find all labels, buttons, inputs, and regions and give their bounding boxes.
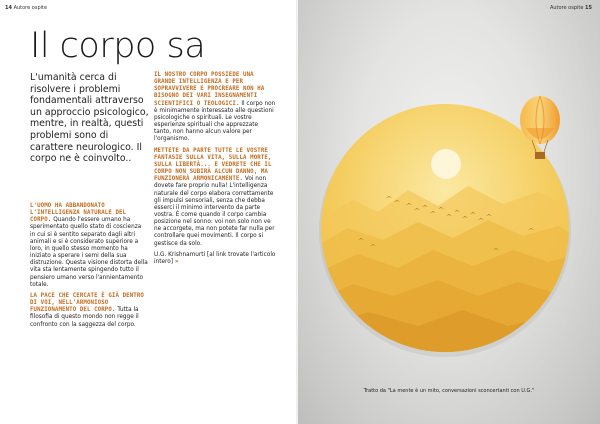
paragraph-2 (30, 293, 148, 329)
author-credit-text: U.G. Krishnamurti [al link trovate l'articolo intero] (154, 251, 276, 265)
paragraph-3-heading: IL NOSTRO CORPO POSSIEDE UNA GRANDE INTELLIGENZA E PER SOPRAVVIVERE E PROCREARE NON HA BISOGNO DEI VARI INSEGNAMENTI SCIENTIFICI O TEOLOGICI. (154, 72, 265, 107)
author-credit (154, 252, 276, 266)
left-page-number: 14 (5, 5, 12, 11)
paragraph-4-heading: METTETE DA PARTE TUTTE LE VOSTRE FANTASIE SULLA VITA, SULLA MORTE, SULLA LIBERTÀ... E VEDRETE CHE IL CORPO NON SUBIRÀ ALCUN DANNO, MA FUNZIONERÀ ARMONICAMENTE. (154, 147, 272, 183)
paragraph-4-body: Voi non dovete fare proprio nulla! L'intelligenza naturale del corpo elabora correttamente gli impulsi sensoriali, senza che debba esserci il minimo intervento da parte vostra. È come quando il corpo cambia posizione nel sonno: voi non solo non ve ne accorgete, ma non potete far nulla per controllare quei movimenti. Il corpo si gestisce da solo. (154, 176, 275, 247)
paragraph-3-body: Il corpo non è minimamente interessato alle questioni psicologiche o spirituali. Le vostre esperienze spirituali che apprezzate tanto, non hanno alcun valore per l'organismo. (154, 100, 276, 143)
left-page-section: Autore ospite (13, 5, 48, 11)
paragraph-2-body: Tutta la filosofia di questo mondo non regge il confronto con la saggezza del corpo. (30, 307, 139, 328)
left-page (0, 0, 298, 424)
right-page-number: 15 (585, 5, 592, 11)
right-page-section: Autore ospite (549, 5, 584, 11)
hills-group (318, 186, 578, 360)
article-link[interactable]: » (174, 258, 179, 265)
sun-icon (431, 149, 461, 179)
article-intro: L'umanità cerca di risolvere i problemi fondamentali attraverso un approccio psicologico, mentre, in realtà, questi problemi sono di carattere neurologico. Il corpo ne è coinvolto.. (30, 72, 149, 165)
paragraph-1-body: Quando l'essere umano ha sperimentato quello stato di coscienza in cui si è sentito separato dagli altri animali e si è considerato superiore a loro, in quello stesso momento ha iniziato a sperare i semi della sua distruzione. Questa visione distorta della vita sta lentamente spingendo tutto il pensiero umano verso l'annientamento totale. (30, 217, 148, 288)
paragraph-3 (154, 72, 276, 144)
right-page (298, 0, 600, 424)
paragraph-1-heading: L'UOMO HA ABBANDONATO L'INTELLIGENZA NATURALE DEL CORPO. (30, 203, 127, 224)
image-caption: Tratto da "La mente è un mito, conversazioni sconcertanti con U.G." (363, 388, 535, 394)
paragraph-1 (30, 203, 148, 289)
article-title: Il corpo sa (30, 26, 206, 66)
text-column-left (30, 203, 148, 333)
paragraph-2-heading: LA PACE CHE CERCATE È GIÀ DENTRO DI VOI, NELL'ARMONIOSO FUNZIONAMENTO DEL CORPO. (30, 292, 144, 314)
left-page-folio (5, 5, 47, 11)
sun-landscape-illustration (298, 0, 600, 424)
paragraph-4 (154, 148, 276, 248)
text-column-right (154, 72, 276, 270)
